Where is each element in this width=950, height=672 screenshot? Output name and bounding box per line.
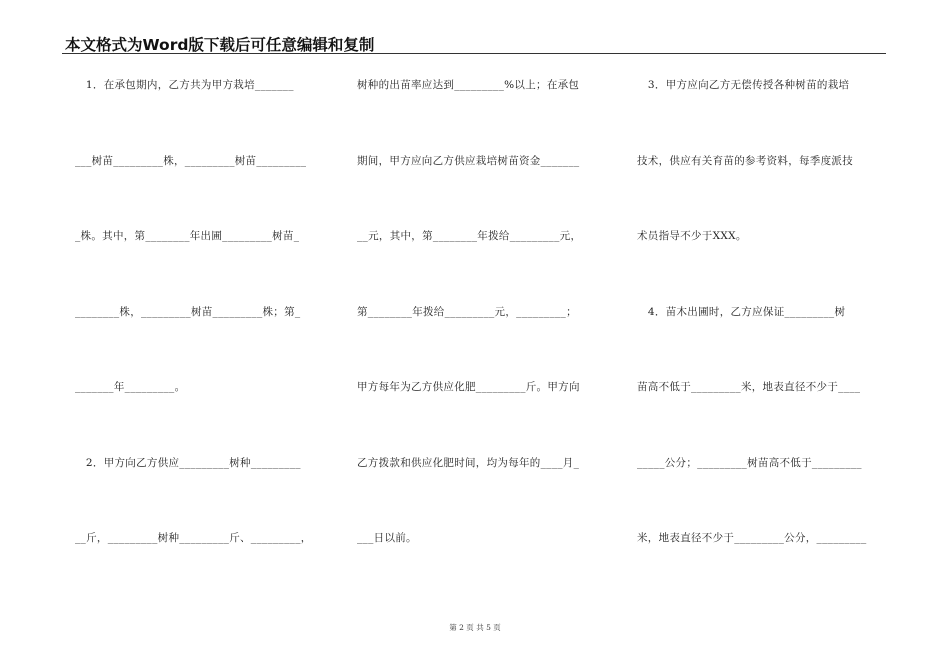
text-line: _______年_________。 xyxy=(75,381,186,393)
text-line: 苗高不低于_________米，地表直径不少于____ xyxy=(637,381,861,393)
text-line: __斤，_________树种_________斤、_________， xyxy=(75,532,312,544)
text-column-left xyxy=(75,77,327,606)
text-line: 1．在承包期内，乙方共为甲方栽培_______ xyxy=(75,79,294,91)
header-divider xyxy=(62,53,886,54)
page-number-footer: 第 2 页 共 5 页 xyxy=(449,623,501,632)
text-line: 术员指导不少于XXX。 xyxy=(637,230,747,242)
text-line: 甲方每年为乙方供应化肥_________斤。甲方向 xyxy=(357,381,580,393)
text-line: 2．甲方向乙方供应_________树种_________ xyxy=(75,456,301,469)
text-line: _____公分；_________树苗高不低于_________ xyxy=(637,456,862,469)
text-line: 3．甲方应向乙方无偿传授各种树苗的栽培 xyxy=(637,79,850,91)
text-line: _株。其中，第________年出圃_________树苗_ xyxy=(75,230,300,242)
text-line: 米，地表直径不少于_________公分，_________ xyxy=(637,532,867,544)
text-line: ___树苗_________株，_________树苗_________ xyxy=(75,154,307,167)
text-line: 4．苗木出圃时，乙方应保证_________树 xyxy=(637,305,846,318)
text-line: __元，其中，第________年拨给_________元， xyxy=(357,230,582,242)
text-column-middle xyxy=(357,77,609,606)
text-line: 技术，供应有关育苗的参考资料，每季度派技 xyxy=(637,154,853,167)
text-line: 第________年拨给_________元，_________； xyxy=(357,305,577,318)
document-header-title: 本文格式为Word版下载后可任意编辑和复制 xyxy=(65,36,375,54)
text-line: ___日以前。 xyxy=(357,532,417,544)
text-column-right xyxy=(637,77,889,606)
text-line: 期间，甲方应向乙方供应栽培树苗资金_______ xyxy=(357,154,580,167)
text-line: ________株，_________树苗_________株；第_ xyxy=(75,305,301,318)
text-line: 乙方拨款和供应化肥时间，均为每年的____月_ xyxy=(357,456,580,469)
text-line: 树种的出苗率应达到_________%以上；在承包 xyxy=(357,79,580,91)
